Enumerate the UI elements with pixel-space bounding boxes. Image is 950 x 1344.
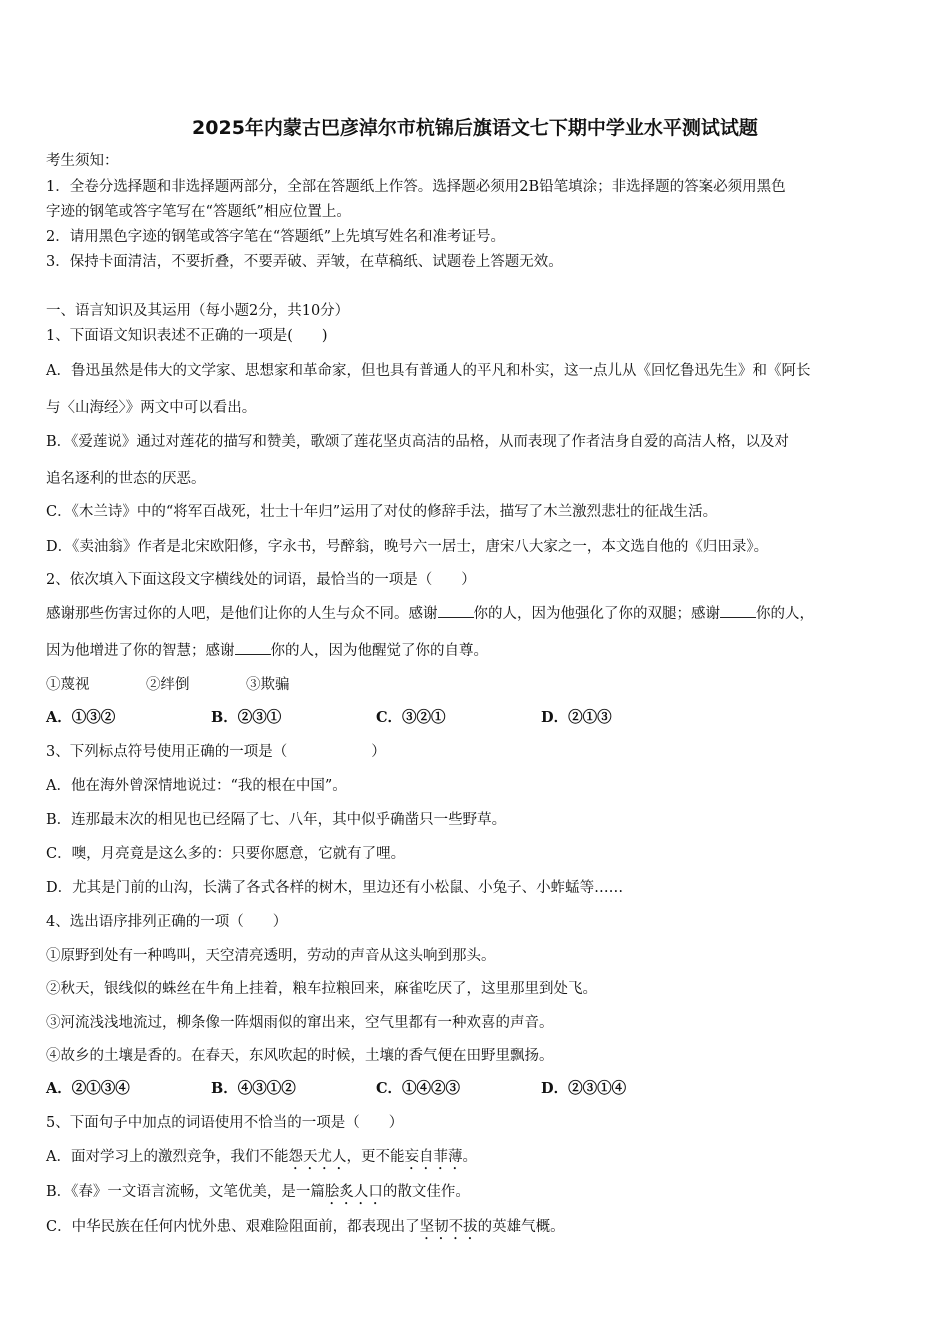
option-c: C．③②① xyxy=(376,709,446,726)
question-4-sentence-3: ③河流浅浅地流过，柳条像一阵烟雨似的窜出来，空气里都有一种欢喜的声音。 xyxy=(46,1015,554,1031)
question-4-options xyxy=(46,1079,626,1099)
word-item: ②绊倒 xyxy=(146,677,190,693)
question-1-option-a-cont: 与〈山海经〉》两文中可以看出。 xyxy=(46,400,257,416)
question-1-option-d: D．《卖油翁》作者是北宋欧阳修，字永书，号醉翁，晚号六一居士，唐宋八大家之一，本文选自他的《归田录》。 xyxy=(46,539,769,555)
question-5-option-b: B．《春》一文语言流畅，文笔优美，是一篇脍炙人口的散文佳作。 xyxy=(46,1184,470,1200)
notice-item-1-cont: 字迹的钢笔或答字笔写在“答题纸”相应位置上。 xyxy=(46,204,351,220)
option-b: B．④③①② xyxy=(211,1080,296,1097)
question-5-option-a: A．面对学习上的激烈竞争，我们不能怨天尤人，更不能妄自菲薄。 xyxy=(46,1149,477,1165)
blank-line xyxy=(235,642,271,655)
word-item: ③欺骗 xyxy=(246,677,290,693)
notice-heading: 考生须知： xyxy=(46,153,119,169)
blank-line xyxy=(438,605,474,618)
question-4-sentence-4: ④故乡的土壤是香的。在春天，东风吹起的时候，土壤的香气便在田野里飘扬。 xyxy=(46,1048,554,1064)
question-3-option-a: A．他在海外曾深情地说过：“我的根在中国”。 xyxy=(46,778,347,794)
question-2-passage-line-2: 因为他增进了你的智慧；感谢 你的人，因为他醒觉了你的自尊。 xyxy=(46,643,488,659)
dotted-term: 坚韧不拔 xyxy=(419,1219,478,1235)
question-2-word-list xyxy=(46,675,290,695)
section-heading: 一、语言知识及其运用（每小题2分，共10分） xyxy=(46,303,350,319)
option-b: B．②③① xyxy=(211,709,282,726)
question-4-sentence-2: ②秋天，银线似的蛛丝在牛角上挂着，粮车拉粮回来，麻雀吃厌了，这里那里到处飞。 xyxy=(46,981,597,997)
notice-item-2: 2．请用黑色字迹的钢笔或答字笔在“答题纸”上先填写姓名和准考证号。 xyxy=(46,229,506,245)
page-title: 2025年内蒙古巴彦淖尔市杭锦后旗语文七下期中学业水平测试试题 xyxy=(192,117,758,139)
question-1-option-b-cont: 追名逐利的世态的厌恶。 xyxy=(46,471,206,487)
question-4-sentence-1: ①原野到处有一种鸣叫，天空清亮透明，劳动的声音从这头响到那头。 xyxy=(46,948,496,964)
question-3-stem: 3、下列标点符号使用正确的一项是（ ） xyxy=(46,744,386,760)
question-2-passage-line-1: 感谢那些伤害过你的人吧，是他们让你的人生与众不同。感谢 你的人，因为他强化了你的双腿；感谢 你的人， xyxy=(46,606,814,622)
blank-line xyxy=(720,605,756,618)
question-1-option-a: A．鲁迅虽然是伟大的文学家、思想家和革命家，但也具有普通人的平凡和朴实，这一点儿从《回忆鲁迅先生》和《阿长 xyxy=(46,363,811,379)
option-d: D．②①③ xyxy=(541,709,612,726)
dotted-term: 怨天尤人 xyxy=(288,1149,347,1165)
dotted-term: 脍炙人口 xyxy=(324,1184,383,1200)
option-a: A．②①③④ xyxy=(46,1080,130,1097)
question-2-stem: 2、依次填入下面这段文字横线处的词语，最恰当的一项是（ ） xyxy=(46,572,476,588)
option-d: D．②③①④ xyxy=(541,1080,627,1097)
question-5-option-c: C．中华民族在任何内忧外患、艰难险阻面前，都表现出了坚韧不拔的英雄气概。 xyxy=(46,1219,565,1235)
question-1-stem: 1、下面语文知识表述不正确的一项是( ) xyxy=(46,328,328,344)
question-3-option-b: B．连那最末次的相见也已经隔了七、八年，其中似乎确凿只一些野草。 xyxy=(46,812,507,828)
question-4-stem: 4、选出语序排列正确的一项（ ） xyxy=(46,914,288,930)
question-3-option-d: D．尤其是门前的山沟，长满了各式各样的树木，里边还有小松鼠、小兔子、小蚱蜢等…… xyxy=(46,880,624,896)
question-5-stem: 5、下面句子中加点的词语使用不恰当的一项是（ ） xyxy=(46,1115,404,1131)
option-c: C．①④②③ xyxy=(376,1080,461,1097)
notice-item-1: 1．全卷分选择题和非选择题两部分，全部在答题纸上作答。选择题必须用2B铅笔填涂；非选择题的答案必须用黑色 xyxy=(46,179,786,195)
question-3-option-c: C．噢，月亮竟是这么多的：只要你愿意，它就有了哩。 xyxy=(46,846,406,862)
word-item: ①蔑视 xyxy=(46,677,90,693)
dotted-term: 妄自菲薄 xyxy=(404,1149,463,1165)
question-1-option-b: B．《爱莲说》通过对莲花的描写和赞美，歌颂了莲花坚贞高洁的品格，从而表现了作者洁身自爱的高洁人格，以及对 xyxy=(46,434,789,450)
option-a: A．①③② xyxy=(46,709,116,726)
question-1-option-c: C．《木兰诗》中的“将军百战死，壮士十年归”运用了对仗的修辞手法，描写了木兰激烈悲壮的征战生活。 xyxy=(46,504,718,520)
notice-item-3: 3．保持卡面清洁，不要折叠，不要弄破、弄皱，在草稿纸、试题卷上答题无效。 xyxy=(46,254,563,270)
question-2-options xyxy=(46,708,612,728)
